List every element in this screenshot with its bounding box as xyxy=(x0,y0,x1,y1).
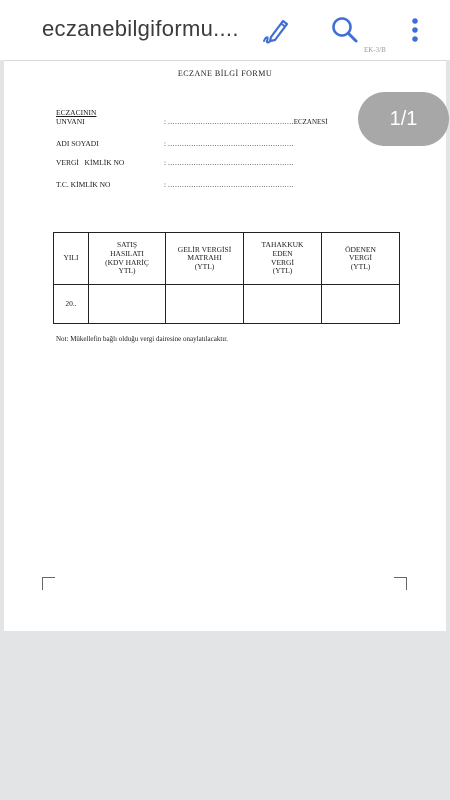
search-icon[interactable] xyxy=(327,12,363,48)
field-tc-kimlik xyxy=(56,180,294,189)
field-vergi-kimlik-label: VERGİ KİMLİK NO xyxy=(56,158,125,167)
form-heading: ECZANE BİLGİ FORMU xyxy=(177,69,273,78)
crop-mark-left xyxy=(42,577,55,590)
field-unvan-label-line1: ECZACININ xyxy=(56,108,97,117)
table-header-row xyxy=(54,233,400,285)
table-row xyxy=(54,285,400,324)
field-vergi-kimlik xyxy=(56,158,294,167)
tax-table xyxy=(53,232,400,324)
header-tahakkuk-eden-vergi: TAHAKKUK EDEN VERGİ (YTL) xyxy=(244,233,322,285)
field-unvan xyxy=(56,108,328,127)
document-title[interactable]: eczanebilgiformu.... xyxy=(42,16,239,41)
field-tc-kimlik-value: : ……………………………………………… xyxy=(164,181,294,189)
header-yili: YILI xyxy=(54,233,89,285)
header-odenen-vergi: ÖDENEN VERGİ (YTL) xyxy=(322,233,400,285)
document-code: EK-3/B xyxy=(364,46,386,54)
field-adi-soyadi-value: : ……………………………………………… xyxy=(164,140,294,148)
form-note: Not: Mükellefin bağlı olduğu vergi dairesine onaylatılacaktır. xyxy=(56,335,228,343)
cell-tahakkuk-eden-vergi xyxy=(244,285,322,324)
more-vert-icon[interactable] xyxy=(397,12,433,48)
header-gelir-vergisi-matrahi: GELİR VERGİSİ MATRAHI (YTL) xyxy=(166,233,244,285)
cell-odenen-vergi xyxy=(322,285,400,324)
field-unvan-label-line2: UNVANI xyxy=(56,117,85,126)
field-tc-kimlik-label: T.C. KİMLİK NO xyxy=(56,180,111,189)
page-indicator-badge: 1/1 xyxy=(358,92,449,146)
cell-gelir-vergisi-matrahi xyxy=(166,285,244,324)
cell-yili: 20.. xyxy=(54,285,89,324)
field-vergi-kimlik-value: : ……………………………………………… xyxy=(164,159,294,167)
crop-mark-right xyxy=(394,577,407,590)
cell-satis-hasilati xyxy=(89,285,166,324)
field-adi-soyadi-label: ADI SOYADI xyxy=(56,139,99,148)
header-satis-hasilati: SATIŞ HASILATI (KDV HARİÇ YTL) xyxy=(89,233,166,285)
field-adi-soyadi xyxy=(56,139,294,148)
field-unvan-value: : ………………………………………………ECZANESİ xyxy=(164,118,328,126)
edit-pen-icon[interactable] xyxy=(258,12,294,48)
